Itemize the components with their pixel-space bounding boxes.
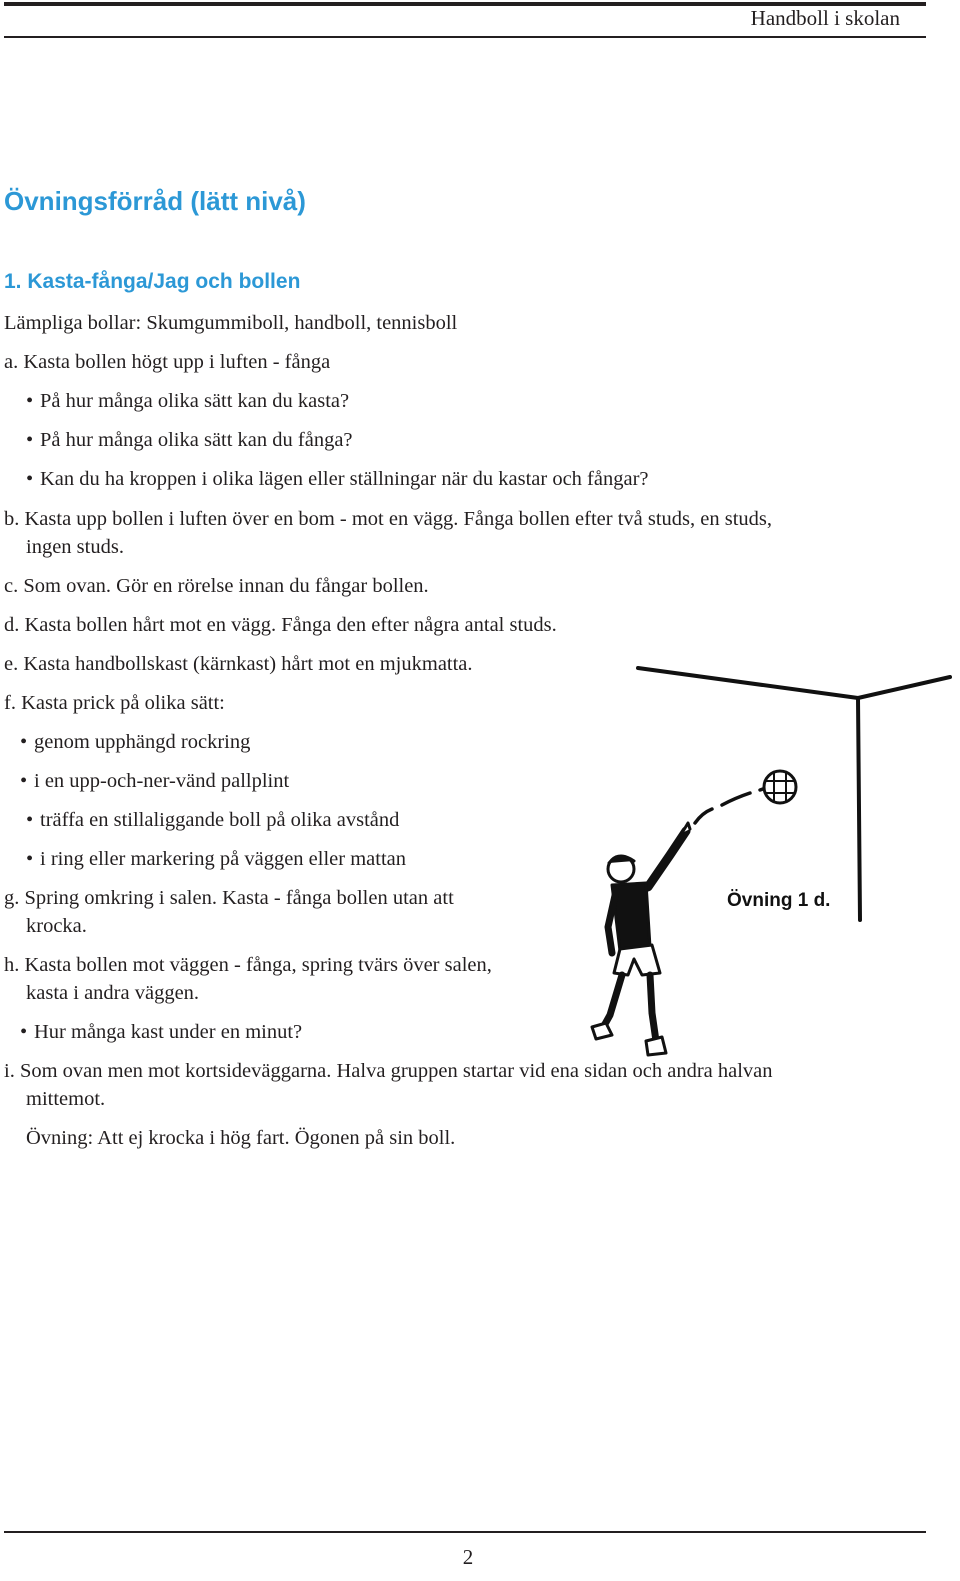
- header-title: Handboll i skolan: [750, 6, 900, 30]
- item-h-bullet: • Hur många kast under en minut?: [20, 1018, 302, 1046]
- bullet-icon: •: [20, 1021, 28, 1043]
- item-f-bullet-4: • i ring eller markering på väggen eller mattan: [26, 845, 406, 873]
- bullet-icon: •: [26, 848, 34, 870]
- item-h-line-1: h. Kasta bollen mot väggen - fånga, spring tvärs över salen,: [4, 954, 492, 976]
- item-d: d. Kasta bollen hårt mot en vägg. Fånga den efter några antal studs.: [4, 614, 557, 636]
- item-c: c. Som ovan. Gör en rörelse innan du fångar bollen.: [4, 575, 429, 597]
- item-a: a. Kasta bollen högt upp i luften - fånga: [4, 351, 331, 373]
- bullet-icon: •: [26, 429, 34, 451]
- item-g-line-1: g. Spring omkring i salen. Kasta - fånga bollen utan att: [4, 887, 454, 909]
- exercise-note: Övning: Att ej krocka i hög fart. Ögonen på sin boll.: [26, 1127, 456, 1149]
- item-f: f. Kasta prick på olika sätt:: [4, 692, 225, 714]
- exercise-title: 1. Kasta-fånga/Jag och bollen: [4, 270, 301, 293]
- boy-figure: [592, 823, 690, 1055]
- item-f-bullet-3: • träffa en stillaliggande boll på olika avstånd: [26, 806, 399, 834]
- item-f-bullet-2: • i en upp-och-ner-vänd pallplint: [20, 767, 289, 795]
- item-i-line-1: i. Som ovan men mot kortsideväggarna. Halva gruppen startar vid ena sidan och andra halvan: [4, 1060, 773, 1082]
- thrower-illustration: [590, 655, 960, 1065]
- bullet-icon: •: [26, 468, 34, 490]
- illustration-caption: Övning 1 d.: [727, 890, 831, 911]
- item-e: e. Kasta handbollskast (kärnkast) hårt mot en mjukmatta.: [4, 653, 473, 675]
- section-title: Övningsförråd (lätt nivå): [4, 186, 306, 216]
- item-a-bullet-1: • På hur många olika sätt kan du kasta?: [26, 387, 349, 415]
- footer-rule: [4, 1531, 926, 1533]
- item-f-bullet-1: • genom upphängd rockring: [20, 728, 250, 756]
- bullet-icon: •: [20, 770, 28, 792]
- bullet-icon: •: [26, 390, 34, 412]
- item-g-line-2: krocka.: [26, 915, 87, 937]
- bullet-icon: •: [26, 809, 34, 831]
- item-b-line-1: b. Kasta upp bollen i luften över en bom - mot en vägg. Fånga bollen efter två studs, en studs,: [4, 508, 773, 530]
- page-number: 2: [462, 1545, 474, 1569]
- item-b-line-2: ingen studs.: [26, 536, 124, 558]
- header-bottom-rule: [4, 36, 926, 38]
- item-h-line-2: kasta i andra väggen.: [26, 982, 200, 1004]
- item-a-bullet-2: • På hur många olika sätt kan du fånga?: [26, 426, 353, 454]
- item-a-bullet-3: • Kan du ha kroppen i olika lägen eller ställningar när du kastar och fångar?: [26, 465, 649, 493]
- handball-icon: [764, 771, 796, 803]
- balls-line: Lämpliga bollar: Skumgummiboll, handboll, tennisboll: [4, 312, 458, 334]
- bullet-icon: •: [20, 731, 28, 753]
- item-i-line-2: mittemot.: [26, 1088, 106, 1110]
